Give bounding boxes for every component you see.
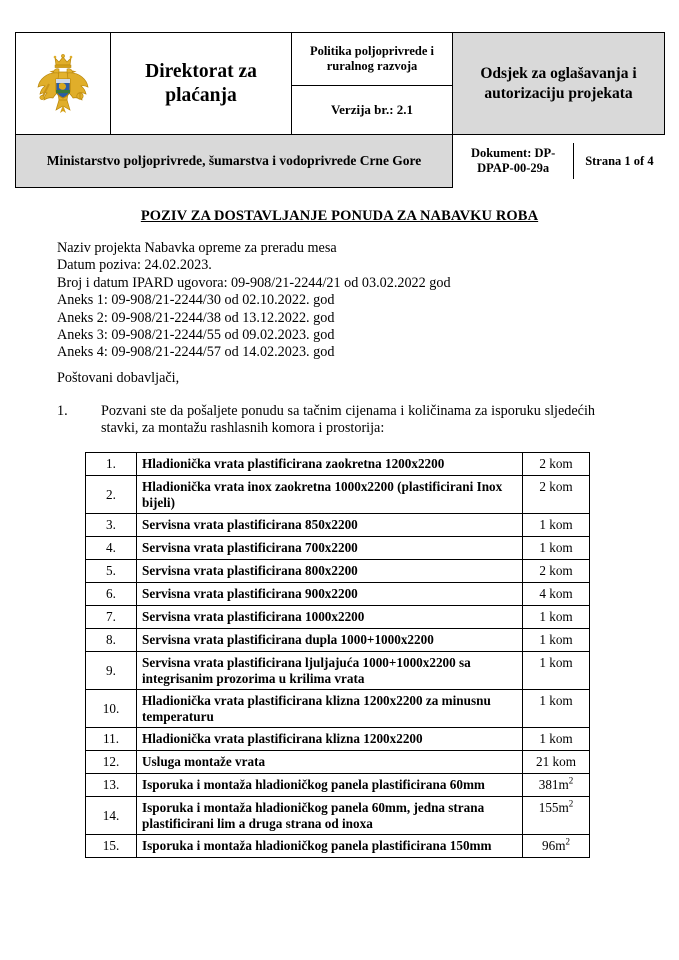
document-number-cell: Dokument: DP-DPAP-00-29a [453,143,574,179]
item-quantity: 1 kom [523,537,590,560]
header-table [15,32,665,188]
item-quantity: 21 kom [523,751,590,774]
clause-1 [57,403,595,438]
item-quantity: 2 kom [523,453,590,476]
item-number: 5. [86,560,137,583]
page-number-cell: Strana 1 of 4 [574,143,665,179]
item-description: Hladionička vrata inox zaokretna 1000x2200 (plastificirani Inox bijeli) [137,476,523,514]
meta-line: Datum poziva: 24.02.2023. [57,257,212,274]
items-table-body [86,453,590,858]
meta-line: Aneks 1: 09-908/21-2244/30 od 02.10.2022. god [57,292,335,309]
montenegro-coat-of-arms-icon [32,52,94,116]
project-meta-block [57,240,617,362]
page-title [0,208,679,225]
unit-superscript: 2 [568,798,574,809]
item-number: 11. [86,728,137,751]
clause-text: Pozvani ste da pošaljete ponudu sa tačnim cijenama i količinama za isporuku sljedećih stavki, za montažu rashlasnih komora i prostorija: [101,403,595,437]
item-number: 12. [86,751,137,774]
item-description: Servisna vrata plastificirana dupla 1000+1000x2200 [137,629,523,652]
item-description: Servisna vrata plastificirana 1000x2200 [137,606,523,629]
table-row [86,537,590,560]
header-bottom-right-group [453,135,665,188]
item-quantity: 1 kom [523,606,590,629]
salutation: Poštovani dobavljači, [57,370,180,386]
table-row [86,797,590,835]
item-description: Hladionička vrata plastificirana klizna 1200x2200 [137,728,523,751]
directorate-title: Direktorat za plaćanja [111,33,292,135]
item-quantity: 1 kom [523,652,590,690]
item-number: 3. [86,514,137,537]
item-quantity: 2 kom [523,476,590,514]
item-number: 14. [86,797,137,835]
table-row [86,835,590,858]
item-quantity: 1 kom [523,629,590,652]
item-quantity: 1 kom [523,728,590,751]
item-number: 1. [86,453,137,476]
unit-superscript: 2 [565,836,570,847]
items-table-container [85,452,590,858]
ministry-cell: Ministarstvo poljoprivrede, šumarstva i vodoprivrede Crne Gore [16,135,453,188]
table-row [86,476,590,514]
meta-line: Aneks 4: 09-908/21-2244/57 od 14.02.2023. god [57,344,335,361]
item-quantity: $96m^2$ [523,835,590,858]
item-quantity: $155m^2$ [523,797,590,835]
item-number: 13. [86,774,137,797]
unit-superscript: 2 [568,775,574,786]
item-number: 8. [86,629,137,652]
table-row [86,774,590,797]
item-description: Servisna vrata plastificirana 850x2200 [137,514,523,537]
item-number: 6. [86,583,137,606]
item-description: Isporuka i montaža hladioničkog panela 60mm, jedna strana plastificirani lim a druga strana od inoxa [137,797,523,835]
item-quantity: 1 kom [523,690,590,728]
meta-line: Naziv projekta Nabavka opreme za preradu mesa [57,240,337,256]
department-cell: Odsjek za oglašavanja i autorizaciju projekata [453,33,665,135]
item-description: Isporuka i montaža hladioničkog panela plastificirana 60mm [137,774,523,797]
table-row [86,728,590,751]
table-row [86,583,590,606]
version-cell: Verzija br.: 2.1 [292,86,453,135]
meta-line: Broj i datum IPARD ugovora: 09-908/21-2244/21 od 03.02.2022 god [57,274,451,291]
coat-of-arms-cell [16,33,111,135]
header-row-top [16,33,665,86]
item-description: Servisna vrata plastificirana 900x2200 [137,583,523,606]
item-number: 9. [86,652,137,690]
item-quantity: 1 kom [523,514,590,537]
item-description: Isporuka i montaža hladioničkog panela plastificirana 150mm [137,835,523,858]
item-description: Servisna vrata plastificirana ljuljajuća 1000+1000x2200 sa integrisanim prozorima u krilima vrata [137,652,523,690]
table-row [86,453,590,476]
meta-line: Aneks 2: 09-908/21-2244/38 od 13.12.2022. god [57,309,335,326]
item-number: 10. [86,690,137,728]
policy-cell: Politika poljoprivrede i ruralnog razvoja [292,33,453,86]
page-title-text: POZIV ZA DOSTAVLJANJE PONUDA ZA NABAVKU ROBA [140,208,539,224]
item-number: 4. [86,537,137,560]
item-description: Hladionička vrata plastificirana zaokretna 1200x2200 [137,453,523,476]
item-description: Servisna vrata plastificirana 700x2200 [137,537,523,560]
item-description: Hladionička vrata plastificirana klizna 1200x2200 za minusnu temperaturu [137,690,523,728]
meta-line: Aneks 3: 09-908/21-2244/55 od 09.02.2023. god [57,327,335,344]
table-row [86,606,590,629]
item-quantity: 2 kom [523,560,590,583]
item-number: 15. [86,835,137,858]
item-number: 7. [86,606,137,629]
item-quantity: 4 kom [523,583,590,606]
item-description: Usluga montaže vrata [137,751,523,774]
table-row [86,690,590,728]
item-description: Servisna vrata plastificirana 800x2200 [137,560,523,583]
table-row [86,629,590,652]
item-number: 2. [86,476,137,514]
clause-number: 1. [57,403,68,419]
table-row [86,514,590,537]
table-row [86,560,590,583]
table-row [86,751,590,774]
items-table [85,452,590,858]
table-row [86,652,590,690]
item-quantity: $381m^2$ [523,774,590,797]
document-header [15,32,665,188]
header-row-bottom [16,135,665,188]
